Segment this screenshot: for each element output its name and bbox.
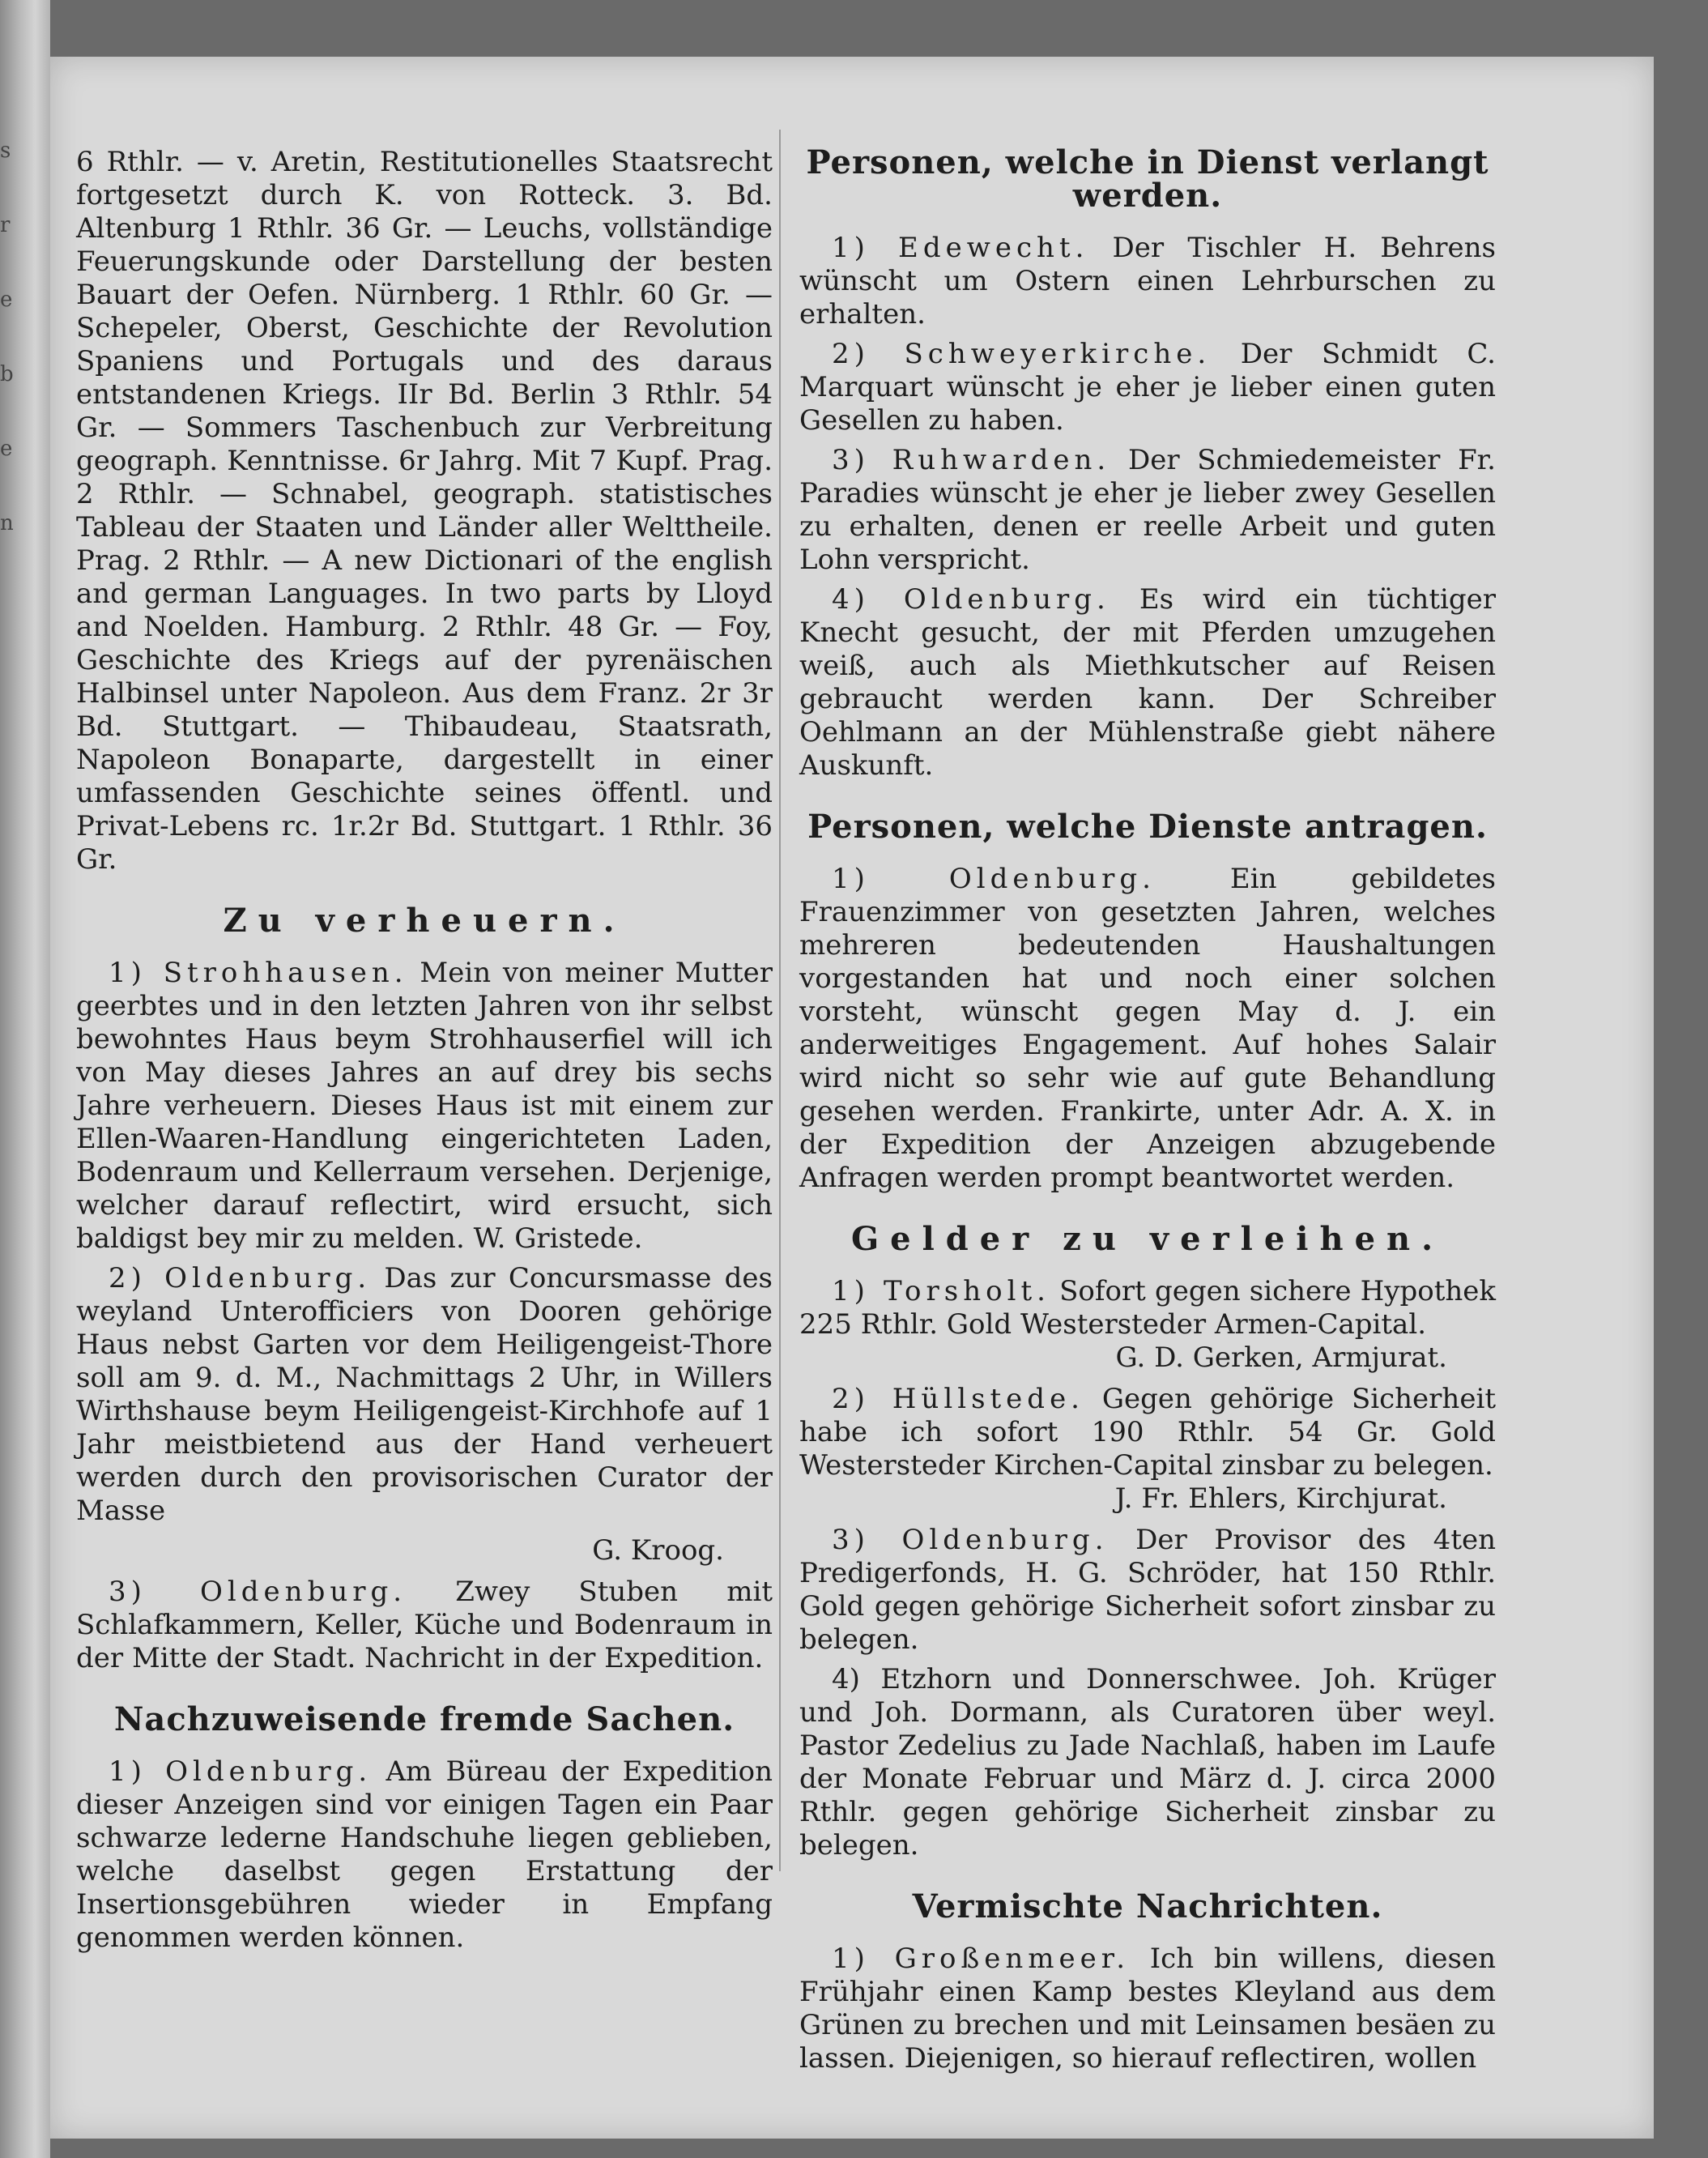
listing-text: Der Schmiedemeister Fr. Paradies wünscht je eher je lieber zwey Gesellen zu erhalten, denen er reelle Arbeit und guten Lohn verspricht. [799,444,1496,576]
listing-text: Der Tischler H. Behrens wünscht um Ostern einen Lehrburschen zu erhalten. [799,232,1496,331]
listing-text: Ich bin willens, diesen Frühjahr einen Kamp bestes Kleyland aus dem Grünen zu brechen und mit Leinsamen besäen zu lassen. Diejenigen, so hierauf reflectiren, wollen [799,1943,1497,2075]
listing-text: Gegen gehörige Sicherheit habe ich sofort 190 Rthlr. 54 Gr. Gold Westersteder Kirchen-Capital zinsbar zu belegen. [799,1383,1496,1482]
listing-place: 2) Hüllstede. [832,1383,1084,1415]
listing-place: 4) Etzhorn und Donnerschwee. [832,1663,1302,1695]
listing-place: 3) Ruhwarden. [832,444,1111,476]
section-heading-gelder: Gelder zu verleihen. [850,1220,1445,1258]
listing-place: 2) Schweyerkirche. [832,338,1212,370]
margin-char: e [0,437,13,461]
listing-oldenburg-stuben [76,1576,773,1675]
listing-text: Der Provisor des 4ten Predigerfonds, H. G. Schröder, hat 150 Rthlr. Gold gegen gehörige Sicherheit sofort zinsbar zu belegen. [799,1524,1497,1656]
listing-schweyerkirche [799,338,1496,437]
section-heading-fremde-sachen: Nachzuweisende fremde Sachen. [113,1700,735,1738]
listing-place: 1) Edewecht. [832,232,1089,264]
listing-place: 1) Strohhausen. [109,957,408,989]
listing-place: 1) Oldenburg. [109,1755,373,1788]
section-heading-vermischte: Vermischte Nachrichten. [912,1887,1383,1926]
page-edge [0,0,50,2158]
listing-torsholt [799,1275,1496,1341]
left-column [76,146,773,1961]
listing-text: Sofort gegen sichere Hypothek 225 Rthlr. Gold Westersteder Armen-Capital. [799,1275,1497,1341]
section-heading-dienst-verlangt: Personen, welche in Dienst verlangt werden. [806,143,1489,215]
listing-place: 3) Oldenburg. [109,1576,407,1608]
listing-grossenmeer [799,1943,1496,2075]
listing-place: 1) Torsholt. [832,1275,1050,1307]
listing-text: Das zur Concursmasse des weyland Unterofficiers von Dooren gehörige Haus nebst Garten vor dem Heiligengeist-Thore soll am 9. d. M., Nachmittags 2 Uhr, in Willers Wirthshause beym Heiligengeist-Kirchhofe auf 1 Jahr meistbietend aus der Hand verheuert werden durch den provisorischen Curator der Masse [76,1262,773,1527]
listing-text: Ein gebildetes Frauenzimmer von gesetzten Jahren, welches mehreren bedeutenden Haushaltungen vorgestanden hat und noch einer solchen vorsteht, wünscht gegen May d. J. ein anderweitiges Engagement. Auf hohes Salair wird nicht so sehr wie auf gute Behandlung gesehen werden. Frankirte, unter Adr. A. X. in der Expedition der Anzeigen abzugebende Anfragen werden prompt beantwortet werden. [799,863,1496,1194]
listing-oldenburg-handschuhe [76,1755,773,1955]
book-list-text: 6 Rthlr. — v. Aretin, Restitutionelles Staatsrecht fortgesetzt durch K. von Rotteck. 3. Bd. Altenburg 1 Rthlr. 36 Gr. — Leuchs, vollständige Feuerungskunde oder Darstellung der besten Bauart der Oefen. Nürnberg. 1 Rthlr. 60 Gr. — Schepeler, Oberst, Geschichte der Revolution Spaniens und Portugals und des daraus entstandenen Kriegs. IIr Bd. Berlin 3 Rthlr. 54 Gr. — Sommers Taschenbuch zur Verbreitung geograph. Kenntnisse. 6r Jahrg. Mit 7 Kupf. Prag. 2 Rthlr. — Schnabel, geograph. statistisches Tableau der Staaten und Länder aller Welttheile. Prag. 2 Rthlr. — A new Dictionari of the english and german Languages. In two parts by Lloyd and Noelden. Hamburg. 2 Rthlr. 48 Gr. — Foy, Geschichte des Kriegs auf der pyrenäischen Halbinsel unter Napoleon. Aus dem Franz. 2r 3r Bd. Stuttgart. — Thibaudeau, Staatsrath, Napoleon Bonaparte, dargestellt in einer umfassenden Geschichte seines öffentl. und Privat-Lebens rc. 1r.2r Bd. Stuttgart. 1 Rthlr. 36 Gr. [76,146,773,876]
listing-place: 3) Oldenburg. [832,1524,1109,1556]
listing-oldenburg-frauenzimmer [799,863,1496,1195]
listing-place: 1) Großenmeer. [832,1943,1131,1975]
listing-signature: G. Kroog. [592,1534,724,1567]
listing-signature: G. D. Gerken, Armjurat. [1115,1341,1447,1374]
listing-text: Der Schmidt C. Marquart wünscht je eher je lieber einen guten Gesellen zu haben. [799,338,1496,437]
listing-text: Zwey Stuben mit Schlafkammern, Keller, Küche und Bodenraum in der Mitte der Stadt. Nachricht in der Expedition. [76,1576,773,1674]
listing-text: Am Büreau der Expedition dieser Anzeigen sind vor einigen Tagen ein Paar schwarze lederne Handschuhe liegen geblieben, welche daselbst gegen Erstattung der Insertionsgebühren wieder in Empfang genommen werden können. [76,1755,773,1954]
margin-char: b [0,362,14,386]
margin-char: s [0,139,11,163]
listing-signature: J. Fr. Ehlers, Kirchjurat. [1114,1482,1447,1515]
listing-oldenburg-knecht [799,583,1496,783]
listing-place: 2) Oldenburg. [109,1262,372,1294]
listing-oldenburg-provisor [799,1524,1496,1657]
newspaper-page [50,57,1654,2139]
listing-oldenburg-concurs [76,1262,773,1528]
listing-edewecht [799,232,1496,331]
listing-strohhausen [76,957,773,1256]
margin-char: e [0,288,13,312]
listing-place: 4) Oldenburg. [832,583,1110,616]
listing-text: Es wird ein tüchtiger Knecht gesucht, der mit Pferden umzugehen weiß, auch als Miethkutscher auf Reisen gebraucht werden kann. Der Schreiber Oehlmann an der Mühlenstraße giebt nähere Auskunft. [799,583,1496,782]
listing-huellstede [799,1383,1496,1482]
previous-page-margin [0,113,18,567]
listing-place: 1) Oldenburg. [832,863,1156,895]
listing-signature: W. Gristede. [473,1222,643,1255]
listing-text: Mein von meiner Mutter geerbtes und in den letzten Jahren von ihr selbst bewohntes Haus beym Strohhauserfiel will ich von May dieses Jahres an auf drey bis sechs Jahre verheuern. Dieses Haus ist mit einem zur Ellen-Waaren-Handlung eingerichteten Laden, Bodenraum und Kellerraum versehen. Derjenige, welcher darauf reflectirt, wird ersucht, sich baldigst bey mir zu melden. [76,957,773,1255]
margin-char: n [0,511,14,535]
right-column [799,143,1497,2082]
section-heading-zu-verheuern: Zu verheuern. [223,902,626,940]
listing-text: Joh. Krüger und Joh. Dormann, als Curatoren über weyl. Pastor Zedelius zu Jade Nachlaß, haben im Laufe der Monate Februar und März d. J. circa 2000 Rthlr. gegen gehörige Sicherheit zinsbar zu belegen. [799,1663,1496,1862]
listing-ruhwarden [799,444,1496,577]
margin-char: r [0,213,11,237]
listing-etzhorn [799,1663,1496,1862]
column-divider [779,130,781,1871]
section-heading-dienste-antragen: Personen, welche Dienste antragen. [807,808,1488,846]
